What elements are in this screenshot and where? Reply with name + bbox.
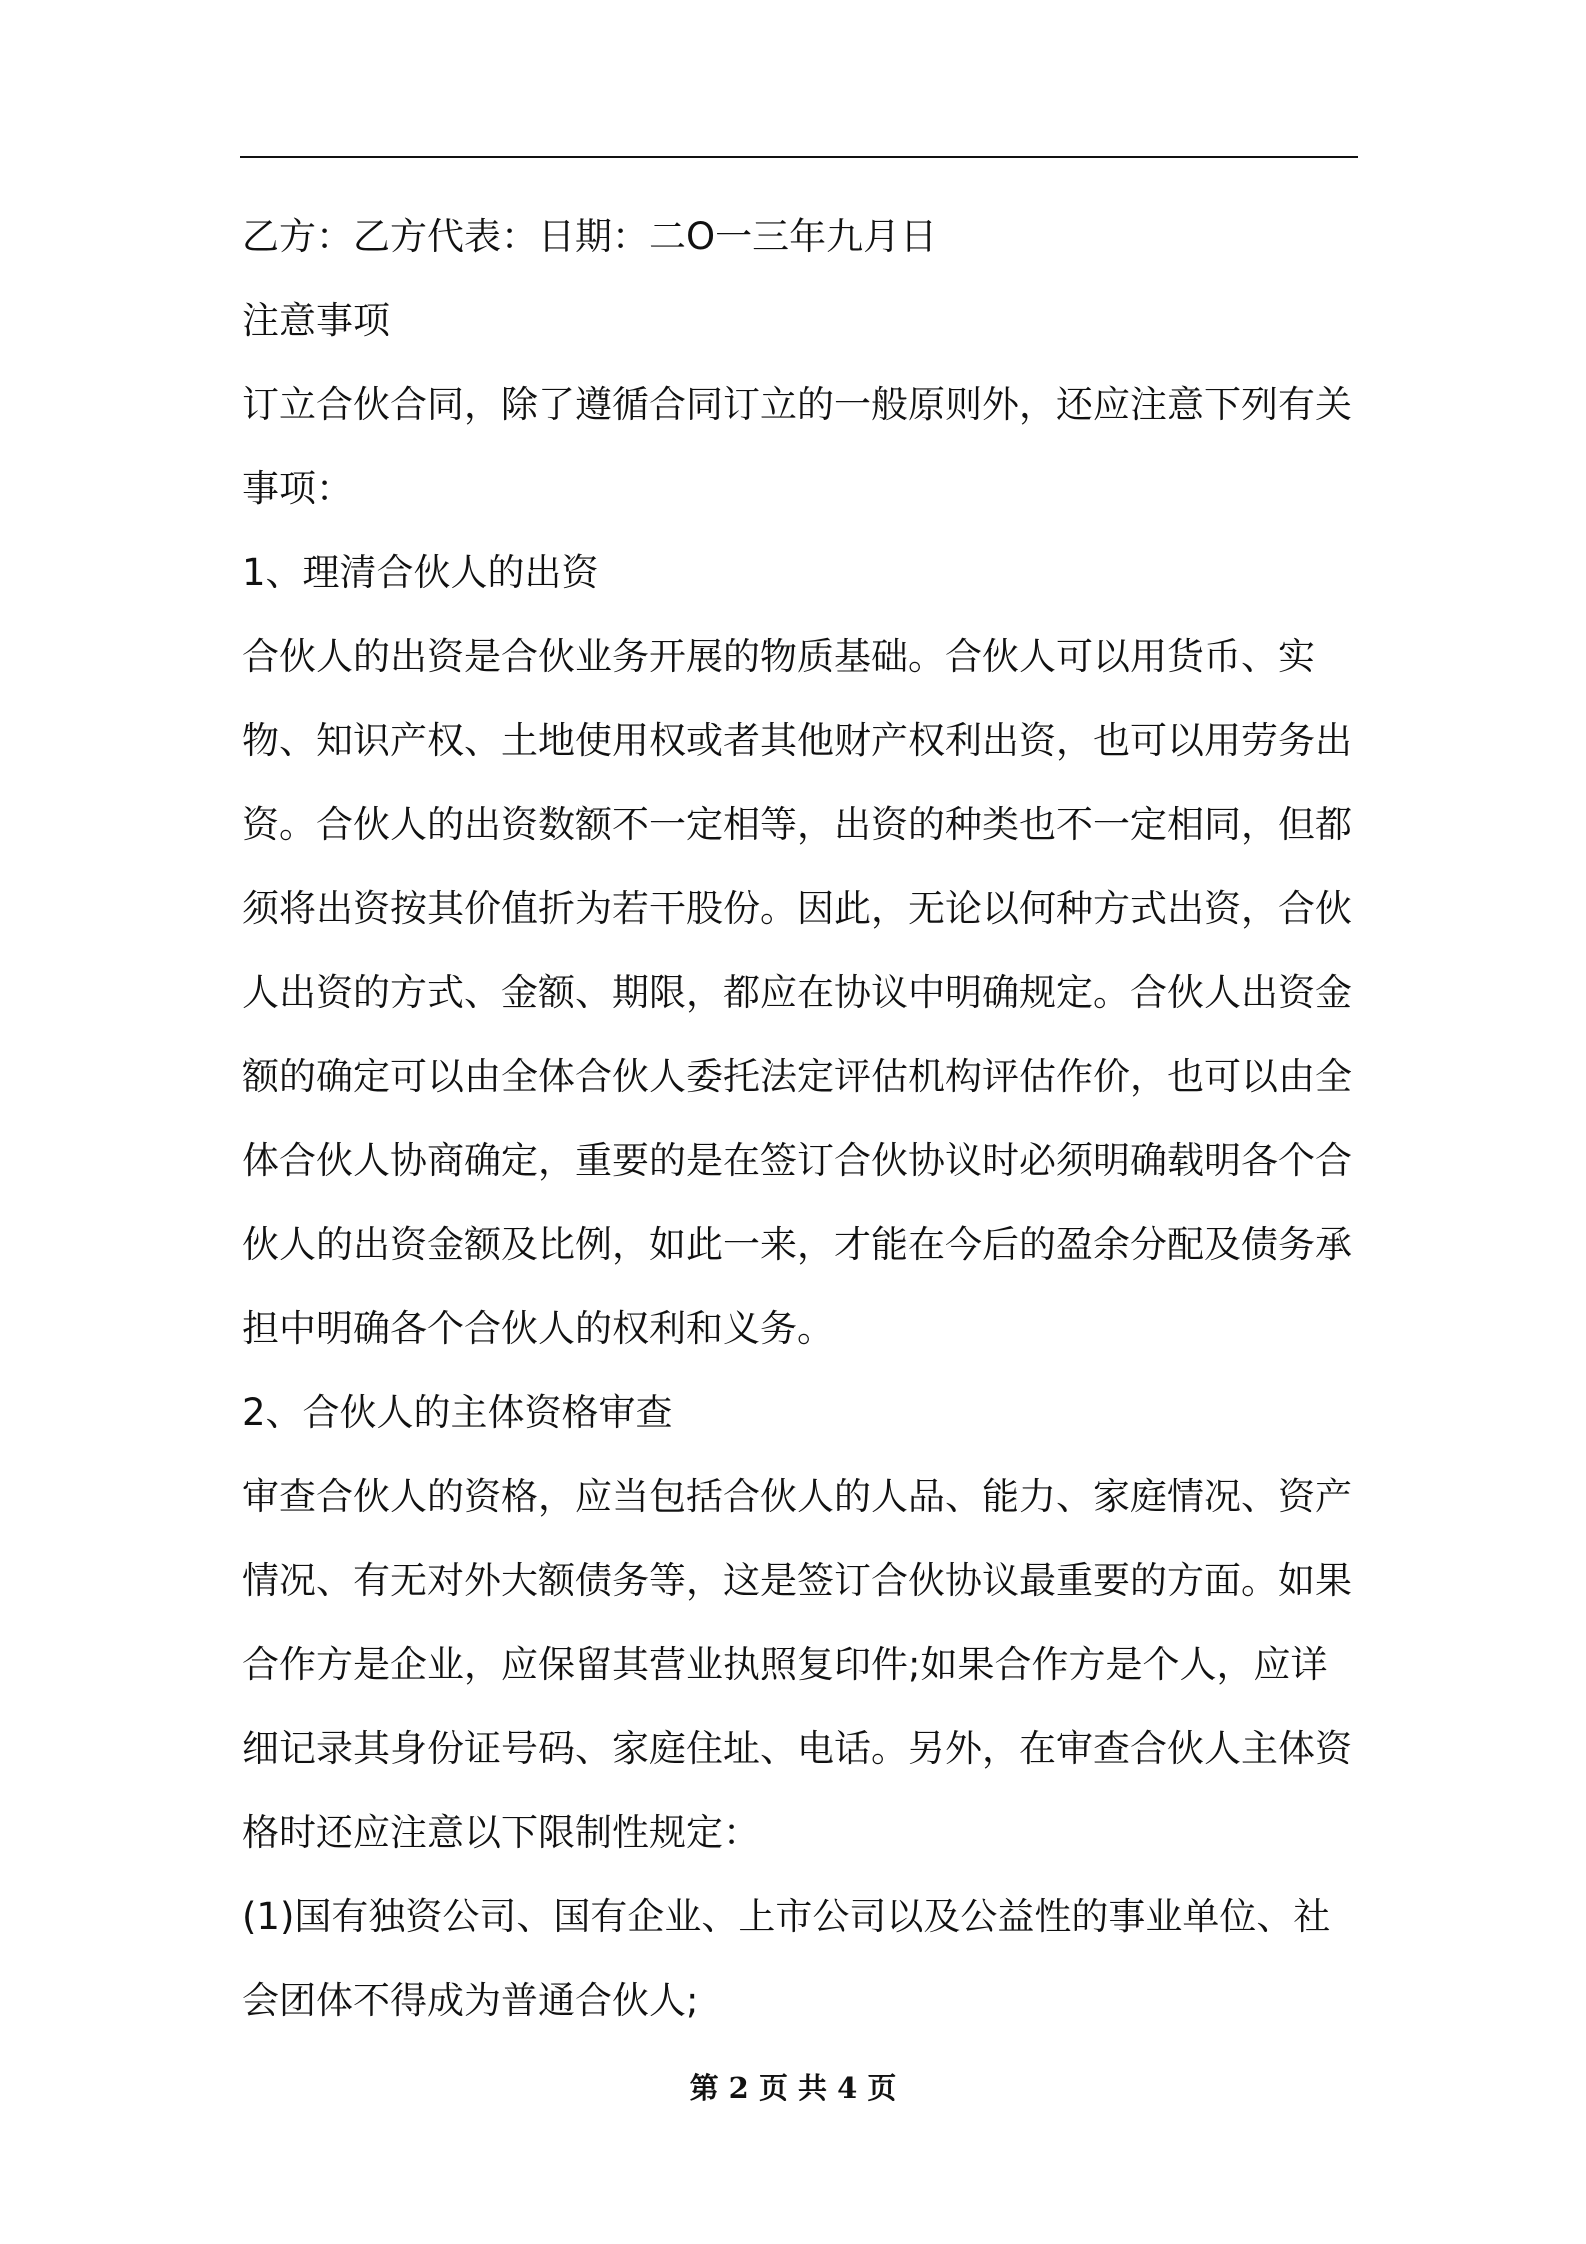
paragraph: 审查合伙人的资格，应当包括合伙人的人品、能力、家庭情况、资产情况、有无对外大额债务等，这是签订合伙协议最重要的方面。如果合作方是企业，应保留其营业执照复印件;如果合作方是个人，应详细记录其身份证号码、家庭住址、电话。另外，在审查合伙人主体资格时还应注意以下限制性规定： [242, 1475, 1352, 1854]
section-title-notes: 注意事项 [242, 299, 390, 342]
header-rule [240, 156, 1358, 158]
paragraph: 合伙人的出资是合伙业务开展的物质基础。合伙人可以用货币、实物、知识产权、土地使用权或者其他财产权利出资，也可以用劳务出资。合伙人的出资数额不一定相等，出资的种类也不一定相同，但都须将出资按其价值折为若干股份。因此，无论以何种方式出资，合伙人出资的方式、金额、期限，都应在协议中明确规定。合伙人出资金额的确定可以由全体合伙人委托法定评估机构评估作价，也可以由全体合伙人协商确定，重要的是在签订合伙协议时必须明确载明各个合伙人的出资金额及比例，如此一来，才能在今后的盈余分配及债务承担中明确各个合伙人的权利和义务。 [242, 635, 1352, 1350]
paragraph: 订立合伙合同，除了遵循合同订立的一般原则外，还应注意下列有关事项： [242, 383, 1352, 510]
signature-line: 乙方：乙方代表：日期：二O一三年九月日 [242, 215, 938, 258]
section-heading-contribution: 1、理清合伙人的出资 [242, 551, 599, 594]
document-body [242, 195, 1358, 2043]
section-heading-qualification: 2、合伙人的主体资格审查 [242, 1391, 673, 1434]
page-number-footer: 第 2 页 共 4 页 [689, 2071, 897, 2105]
list-item-restriction: (1)国有独资公司、国有企业、上市公司以及公益性的事业单位、社会团体不得成为普通合伙人; [242, 1895, 1331, 2022]
